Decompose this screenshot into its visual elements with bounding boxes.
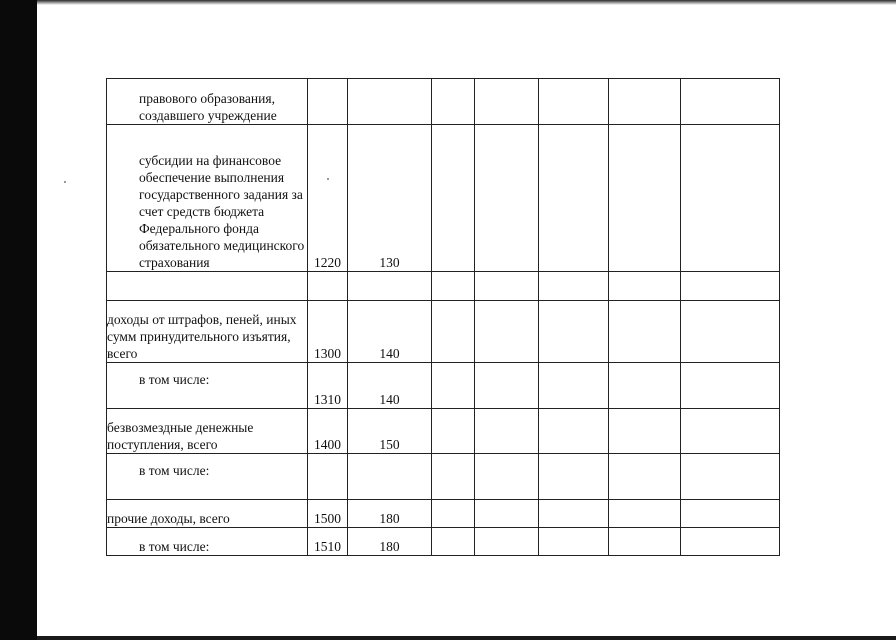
kosgu-code-cell: 150 — [348, 409, 432, 454]
table-row — [107, 528, 780, 556]
empty-cell — [681, 125, 780, 272]
empty-cell — [681, 454, 780, 500]
kosgu-code-cell: 130 — [348, 125, 432, 272]
empty-cell — [432, 272, 475, 301]
line-code-cell: 1310 — [308, 363, 348, 409]
table-row — [107, 272, 780, 301]
empty-cell — [681, 500, 780, 528]
table-row — [107, 500, 780, 528]
scan-speck — [64, 181, 66, 183]
empty-cell — [432, 363, 475, 409]
empty-cell — [432, 500, 475, 528]
empty-cell — [681, 79, 780, 125]
empty-cell — [432, 528, 475, 556]
kosgu-code-cell: 180 — [348, 528, 432, 556]
empty-cell — [609, 454, 681, 500]
empty-cell — [681, 528, 780, 556]
empty-cell — [609, 528, 681, 556]
table-row — [107, 79, 780, 125]
line-code-cell — [308, 79, 348, 125]
empty-cell — [539, 454, 609, 500]
row-name-cell — [107, 272, 308, 301]
empty-cell — [539, 79, 609, 125]
empty-cell — [539, 363, 609, 409]
financial-plan-table — [106, 78, 780, 556]
empty-cell — [475, 500, 539, 528]
empty-cell — [475, 79, 539, 125]
row-name-cell: доходы от штрафов, пеней, иных сумм принудительного изъятия, всего — [107, 301, 308, 363]
empty-cell — [475, 528, 539, 556]
table-row — [107, 409, 780, 454]
scan-dark-border-bottom — [37, 636, 896, 640]
empty-cell — [475, 301, 539, 363]
empty-cell — [681, 272, 780, 301]
empty-cell — [432, 454, 475, 500]
row-name-cell: правового образования, создавшего учреждение — [107, 79, 308, 125]
kosgu-code-cell: 140 — [348, 363, 432, 409]
empty-cell — [681, 301, 780, 363]
line-code-cell — [308, 272, 348, 301]
row-name-cell: в том числе: — [107, 363, 308, 409]
empty-cell — [539, 528, 609, 556]
empty-cell — [609, 500, 681, 528]
table-row — [107, 454, 780, 500]
empty-cell — [609, 272, 681, 301]
empty-cell — [609, 409, 681, 454]
empty-cell — [432, 409, 475, 454]
line-code-cell: 1500 — [308, 500, 348, 528]
empty-cell — [539, 301, 609, 363]
empty-cell — [681, 363, 780, 409]
empty-cell — [609, 125, 681, 272]
row-name-cell: безвозмездные денежные поступления, всего — [107, 409, 308, 454]
table-row — [107, 301, 780, 363]
empty-cell — [475, 272, 539, 301]
empty-cell — [475, 125, 539, 272]
kosgu-code-cell: 140 — [348, 301, 432, 363]
line-code-cell: 1400 — [308, 409, 348, 454]
kosgu-code-cell — [348, 454, 432, 500]
row-name-cell: в том числе: — [107, 528, 308, 556]
empty-cell — [539, 272, 609, 301]
empty-cell — [475, 454, 539, 500]
empty-cell — [539, 125, 609, 272]
scan-dark-border-left — [0, 0, 37, 640]
empty-cell — [681, 409, 780, 454]
empty-cell — [609, 301, 681, 363]
empty-cell — [609, 363, 681, 409]
empty-cell — [539, 409, 609, 454]
empty-cell — [432, 125, 475, 272]
table-row — [107, 363, 780, 409]
kosgu-code-cell — [348, 272, 432, 301]
row-name-cell: субсидии на финансовое обеспечение выполнения государственного задания за счет средств бюджета Федерального фонда обязательного медицинского страхования — [107, 125, 308, 272]
line-code-cell: 1510 — [308, 528, 348, 556]
line-code-cell: 1220 — [308, 125, 348, 272]
table-row — [107, 125, 780, 272]
kosgu-code-cell: 180 — [348, 500, 432, 528]
row-name-cell: в том числе: — [107, 454, 308, 500]
empty-cell — [432, 79, 475, 125]
empty-cell — [539, 500, 609, 528]
kosgu-code-cell — [348, 79, 432, 125]
empty-cell — [475, 409, 539, 454]
line-code-cell: 1300 — [308, 301, 348, 363]
empty-cell — [609, 79, 681, 125]
empty-cell — [432, 301, 475, 363]
empty-cell — [475, 363, 539, 409]
row-name-cell: прочие доходы, всего — [107, 500, 308, 528]
line-code-cell — [308, 454, 348, 500]
